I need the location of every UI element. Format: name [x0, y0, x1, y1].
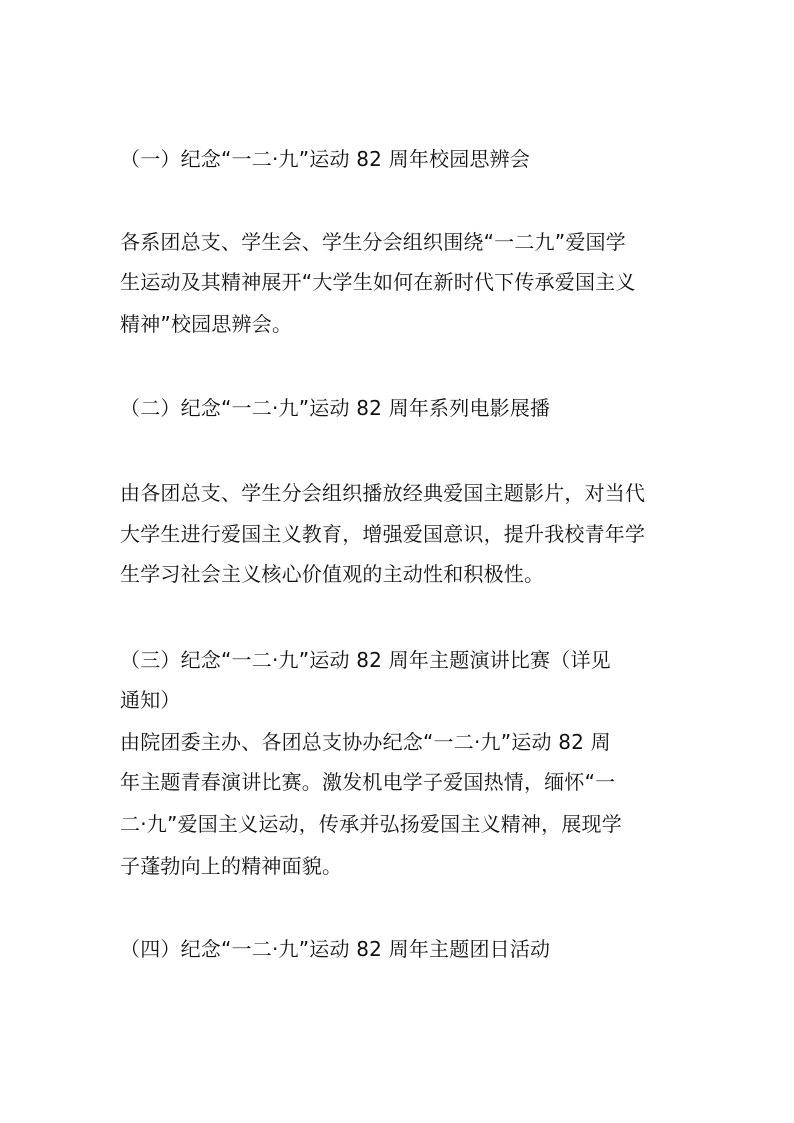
section-1-heading: （一）纪念“一二·九”运动 82 周年校园思辨会 — [120, 147, 531, 171]
section-3-body-line-2: 年主题青春演讲比赛。激发机电学子爱国热情，缅怀“一 — [120, 770, 616, 794]
section-3-body-line-1: 由院团委主办、各团总支协办纪念“一二·九”运动 82 周 — [120, 730, 611, 754]
section-3-body-line-3: 二·九”爱国主义运动，传承并弘扬爱国主义精神，展现学 — [120, 812, 622, 836]
section-3-heading-line-2: 通知） — [120, 688, 181, 712]
section-1-body-line-2: 生运动及其精神展开“大学生如何在新时代下传承爱国主义 — [120, 270, 636, 294]
section-4-heading: （四）纪念“一二·九”运动 82 周年主题团日活动 — [120, 937, 551, 961]
section-1-body-line-3: 精神”校园思辨会。 — [120, 312, 293, 336]
section-3-heading-line-1: （三）纪念“一二·九”运动 82 周年主题演讲比赛（详见 — [120, 648, 611, 672]
section-1-body-line-1: 各系团总支、学生会、学生分会组织围绕“一二九”爱国学 — [120, 230, 626, 254]
section-2-body-line-3: 生学习社会主义核心价值观的主动性和积极性。 — [120, 562, 545, 586]
section-2-body-line-2: 大学生进行爱国主义教育，增强爱国意识，提升我校青年学 — [120, 522, 646, 546]
section-3-body-line-4: 子蓬勃向上的精神面貌。 — [120, 854, 343, 878]
section-2-body-line-1: 由各团总支、学生分会组织播放经典爱国主题影片，对当代 — [120, 481, 646, 505]
section-2-heading: （二）纪念“一二·九”运动 82 周年系列电影展播 — [120, 396, 551, 420]
